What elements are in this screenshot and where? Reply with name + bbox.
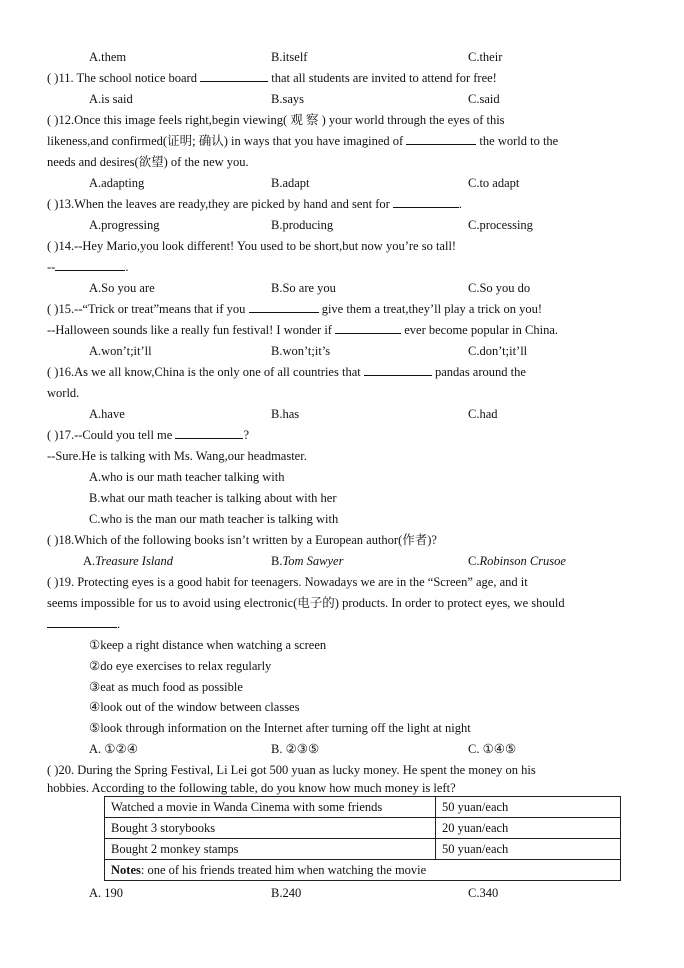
q15-option-b: B.won’t;it’s xyxy=(271,344,331,358)
answer-blank[interactable] xyxy=(175,425,243,439)
q20-option-b: B.240 xyxy=(271,886,302,900)
answer-blank[interactable] xyxy=(249,299,319,313)
q14-option-c: C.So you do xyxy=(468,281,531,295)
table-cell-item: Watched a movie in Wanda Cinema with some friends xyxy=(105,797,436,818)
q12-option-c: C.to adapt xyxy=(468,176,520,190)
q18-option-b: B.Tom Sawyer xyxy=(271,554,344,568)
q10-option-c: C.their xyxy=(468,50,503,64)
q13-option-b: B.producing xyxy=(271,218,334,232)
q16-option-a: A.have xyxy=(89,407,125,421)
answer-blank[interactable] xyxy=(47,614,117,628)
answer-paren[interactable]: ( ) xyxy=(47,197,59,211)
table-cell-price: 50 yuan/each xyxy=(436,839,621,860)
table-row xyxy=(105,797,621,818)
q16-option-b: B.has xyxy=(271,407,300,421)
answer-blank[interactable] xyxy=(335,320,401,334)
q11-option-c: C.said xyxy=(468,92,500,106)
q16-stem: ( )16.As we all know,China is the only one of all countries that pandas around the xyxy=(47,362,637,383)
q19-item-1: ①keep a right distance when watching a screen xyxy=(89,638,327,652)
q20-stem-line1: ( )20. During the Spring Festival, Li Lei got 500 yuan as lucky money. He spent the money on his xyxy=(47,763,536,777)
q18-stem: ( )18.Which of the following books isn’t written by a European author(作者)? xyxy=(47,533,437,547)
answer-paren[interactable]: ( ) xyxy=(47,763,59,777)
q19-item-2: ②do eye exercises to relax regularly xyxy=(89,659,272,673)
answer-paren[interactable]: ( ) xyxy=(47,365,59,379)
q19-item-5: ⑤look through information on the Internet after turning off the light at night xyxy=(89,721,471,735)
q19-option-c: C. ①④⑤ xyxy=(468,742,517,756)
q20-option-a: A. 190 xyxy=(89,886,124,900)
answer-paren[interactable]: ( ) xyxy=(47,533,59,547)
answer-paren[interactable]: ( ) xyxy=(47,428,59,442)
q14-stem: ( )14.--Hey Mario,you look different! You used to be short,but now you’re so tall! xyxy=(47,239,457,253)
q12-option-a: A.adapting xyxy=(89,176,145,190)
q10-option-b: B.itself xyxy=(271,50,308,64)
answer-paren[interactable]: ( ) xyxy=(47,239,59,253)
answer-blank[interactable] xyxy=(364,362,432,376)
q19-option-b: B. ②③⑤ xyxy=(271,742,320,756)
q17-option-b: B.what our math teacher is talking about with her xyxy=(89,491,337,505)
table-cell-item: Bought 3 storybooks xyxy=(105,818,436,839)
answer-paren[interactable]: ( ) xyxy=(47,71,59,85)
q14-option-b: B.So are you xyxy=(271,281,336,295)
table-notes-row xyxy=(105,860,621,881)
answer-paren[interactable]: ( ) xyxy=(47,575,59,589)
q13-option-c: C.processing xyxy=(468,218,533,232)
q16-option-c: C.had xyxy=(468,407,498,421)
q15-stem: ( )15.--“Trick or treat”means that if you give them a treat,they’ll play a trick on you! xyxy=(47,299,637,320)
q13-option-a: A.progressing xyxy=(89,218,160,232)
q14-option-a: A.So you are xyxy=(89,281,155,295)
q11-option-a: A.is said xyxy=(89,92,133,106)
q14-reply: -- . xyxy=(47,257,637,278)
answer-blank[interactable] xyxy=(393,194,459,208)
q20-option-c: C.340 xyxy=(468,886,499,900)
table-cell-item: Bought 2 monkey stamps xyxy=(105,839,436,860)
answer-blank[interactable] xyxy=(55,257,125,271)
q11-stem: ( )11. The school notice board that all students are invited to attend for free! xyxy=(47,68,637,89)
answer-blank[interactable] xyxy=(200,68,268,82)
q11-option-b: B.says xyxy=(271,92,304,106)
table-notes: Notes: one of his friends treated him when watching the movie xyxy=(105,860,621,881)
q13-stem: ( )13.When the leaves are ready,they are picked by hand and sent for . xyxy=(47,194,637,215)
q19-item-4: ④look out of the window between classes xyxy=(89,700,300,714)
q17-option-c: C.who is the man our math teacher is talking with xyxy=(89,512,339,526)
q17-stem-line2: --Sure.He is talking with Ms. Wang,our headmaster. xyxy=(47,449,307,463)
q16-stem-line2: world. xyxy=(47,386,80,400)
answer-blank[interactable] xyxy=(406,131,476,145)
q15-option-c: C.don’t;it’ll xyxy=(468,344,528,358)
table-cell-price: 50 yuan/each xyxy=(436,797,621,818)
q18-option-c: C.Robinson Crusoe xyxy=(468,554,566,568)
q20-stem-line2: hobbies. According to the following table, do you know how much money is left? xyxy=(47,781,456,795)
q18-option-a: A.Treasure Island xyxy=(83,554,174,568)
spending-table xyxy=(104,796,621,881)
q17-option-a: A.who is our math teacher talking with xyxy=(89,470,285,484)
answer-paren[interactable]: ( ) xyxy=(47,302,59,316)
q12-stem-line2: likeness,and confirmed(证明; 确认) in ways that you have imagined of the world to the xyxy=(47,131,637,152)
q10-option-a: A.them xyxy=(89,50,127,64)
q19-stem-line3: . xyxy=(47,614,637,635)
table-cell-price: 20 yuan/each xyxy=(436,818,621,839)
q19-item-3: ③eat as much food as possible xyxy=(89,680,243,694)
table-row xyxy=(105,839,621,860)
q12-stem-line3: needs and desires(欲望) of the new you. xyxy=(47,155,249,169)
table-row xyxy=(105,818,621,839)
q19-stem-line2: seems impossible for us to avoid using electronic(电子的) products. In order to protect eyes, we should xyxy=(47,596,565,610)
q15-stem-line2: --Halloween sounds like a really fun festival! I wonder if ever become popular in China. xyxy=(47,320,637,341)
answer-paren[interactable]: ( ) xyxy=(47,113,59,127)
q19-option-a: A. ①②④ xyxy=(89,742,138,756)
q17-stem: ( )17.--Could you tell me ? xyxy=(47,425,637,446)
q12-stem-line1: ( )12.Once this image feels right,begin viewing( 观 察 ) your world through the eyes of this xyxy=(47,113,505,127)
q15-option-a: A.won’t;it’ll xyxy=(89,344,152,358)
q12-option-b: B.adapt xyxy=(271,176,310,190)
q19-stem-line1: ( )19. Protecting eyes is a good habit for teenagers. Nowadays we are in the “Screen” age, and it xyxy=(47,575,528,589)
